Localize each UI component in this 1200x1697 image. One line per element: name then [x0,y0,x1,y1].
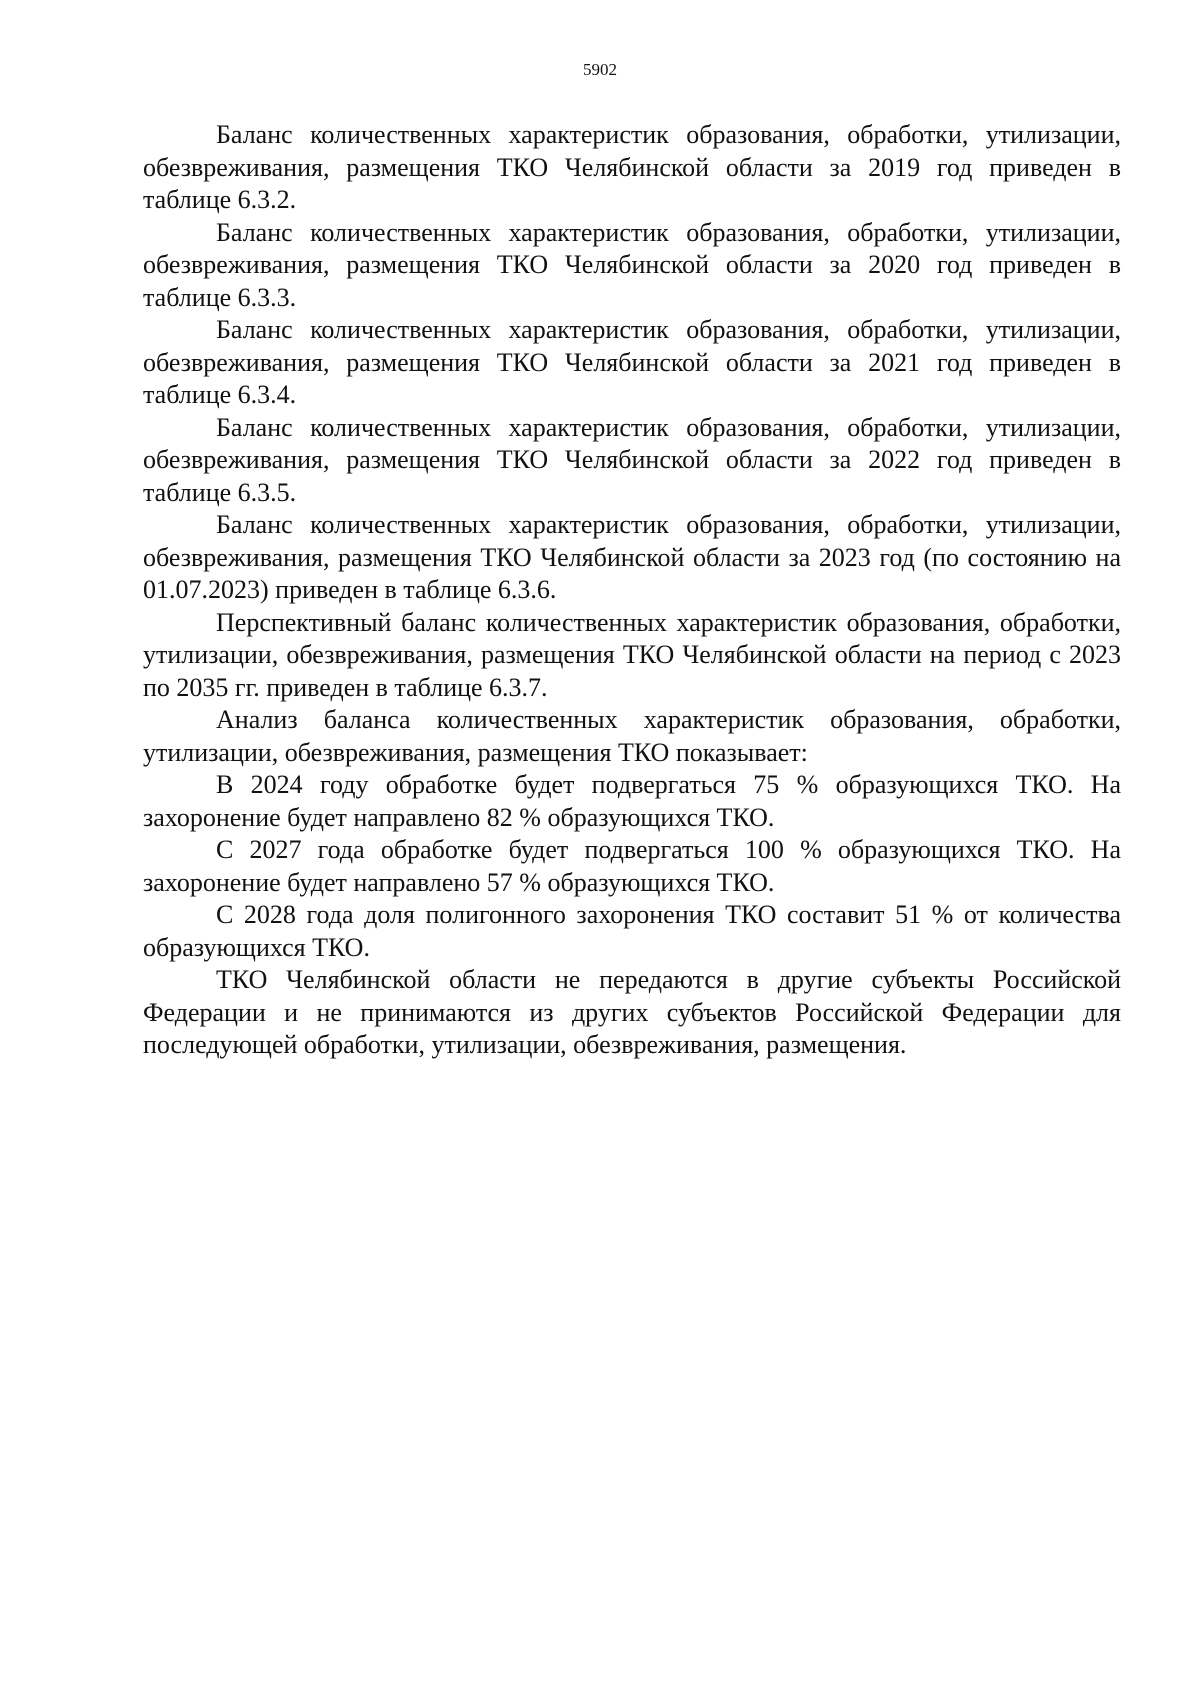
document-body [143,119,1121,1062]
paragraph-2028-forecast: С 2028 года доля полигонного захоронения ТКО составит 51 % от количества образующихся ТКО. [143,900,1121,962]
paragraph-balance-2020: Баланс количественных характеристик образования, обработки, утилизации, обезвреживания, размещения ТКО Челябинской области за 2020 год приведен в таблице 6.3.3. [143,217,1121,312]
paragraph-2027-forecast: С 2027 года обработке будет подвергаться 100 % образующихся ТКО. На захоронение будет направлено 57 % образующихся ТКО. [143,835,1121,897]
paragraph-analysis-intro: Анализ баланса количественных характеристик образования, обработки, утилизации, обезвреживания, размещения ТКО показывает: [143,705,1121,767]
paragraph-balance-2019: Баланс количественных характеристик образования, обработки, утилизации, обезвреживания, размещения ТКО Челябинской области за 2019 год приведен в таблице 6.3.2. [143,120,1121,214]
paragraph-balance-2022: Баланс количественных характеристик образования, обработки, утилизации, обезвреживания, размещения ТКО Челябинской области за 2022 год приведен в таблице 6.3.5. [143,412,1121,507]
paragraph-balance-2021: Баланс количественных характеристик образования, обработки, утилизации, обезвреживания, размещения ТКО Челябинской области за 2021 год приведен в таблице 6.3.4. [143,315,1121,409]
paragraph-interregional-transfer: ТКО Челябинской области не передаются в другие субъекты Российской Федерации и не принимаются из других субъектов Российской Федерации для последующей обработки, утилизации, обезвреживания, размещения. [143,965,1121,1059]
paragraph-2024-forecast: В 2024 году обработке будет подвергаться 75 % образующихся ТКО. На захоронение будет направлено 82 % образующихся ТКО. [143,770,1121,832]
paragraph-balance-2023: Баланс количественных характеристик образования, обработки, утилизации, обезвреживания, размещения ТКО Челябинской области за 2023 год (по состоянию на 01.07.2023) приведен в таблице 6.3.6. [143,510,1121,604]
page-number: 5902 [583,60,617,79]
paragraph-perspective-balance: Перспективный баланс количественных характеристик образования, обработки, утилизации, обезвреживания, размещения ТКО Челябинской области на период с 2023 по 2035 гг. приведен в таблице 6.3.7. [143,607,1121,702]
